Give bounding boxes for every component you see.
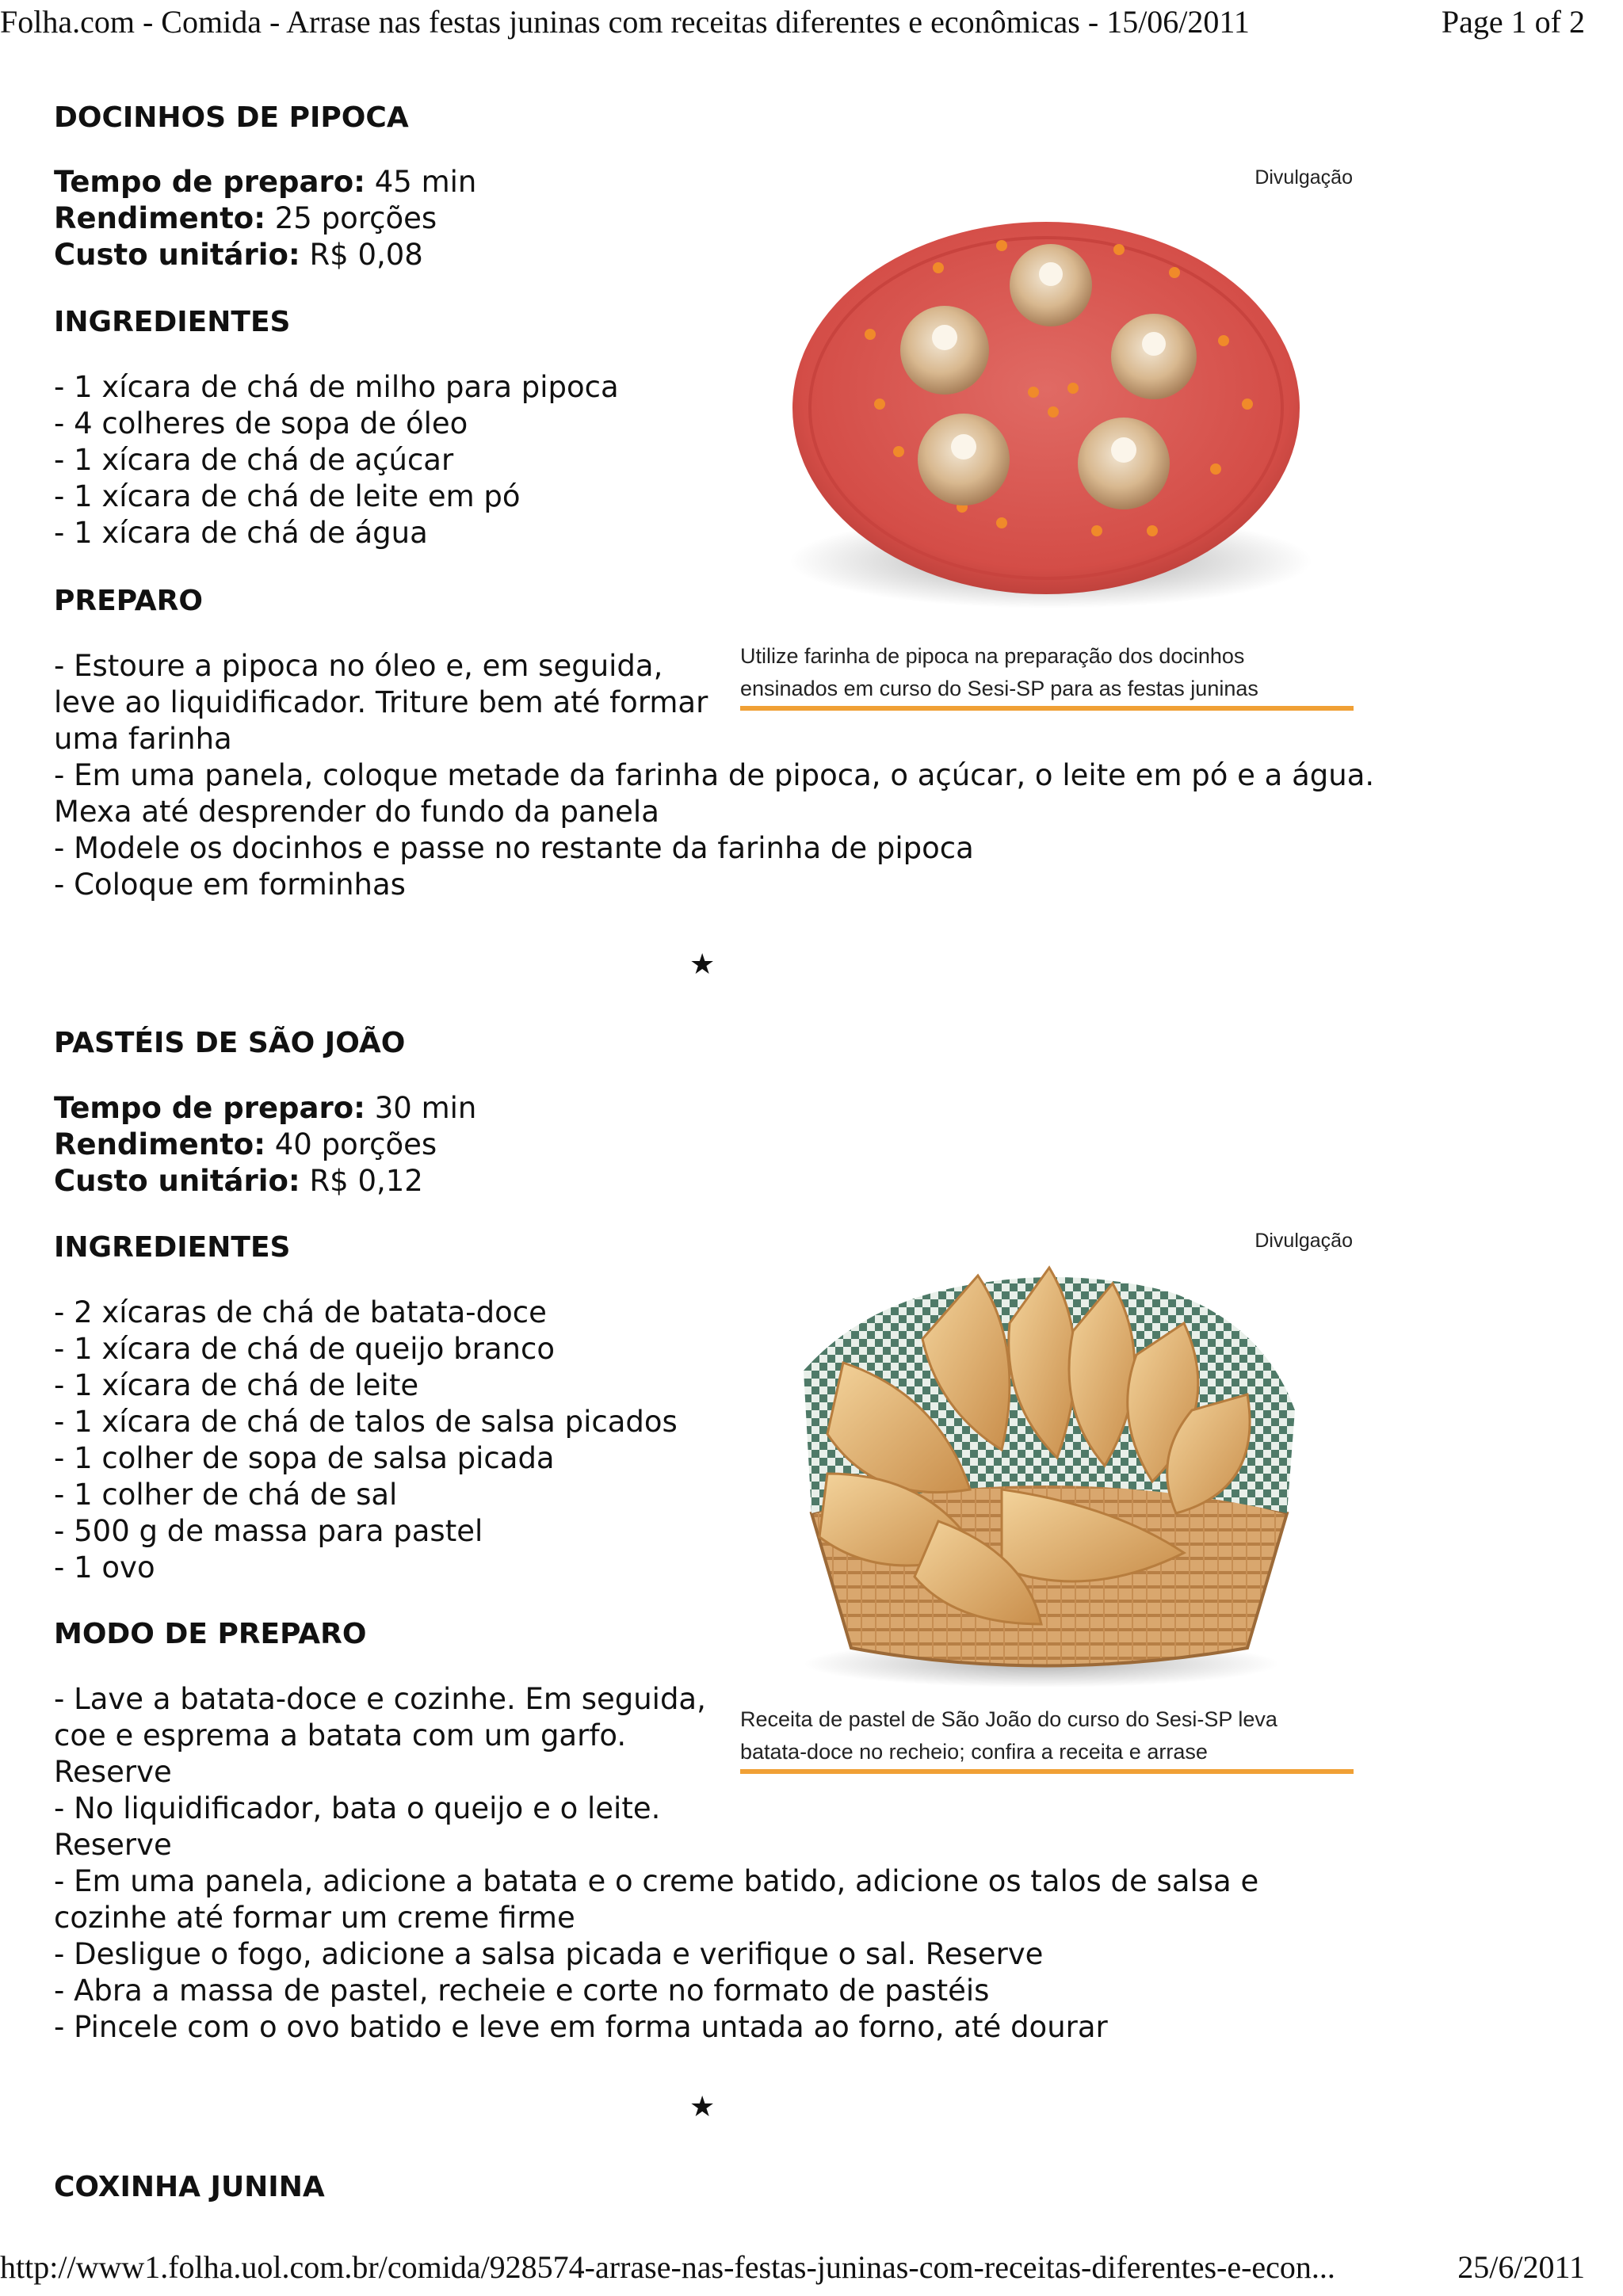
method-heading: PREPARO [54,585,203,617]
method-line: coe e esprema a batata com um garfo. [54,1718,627,1753]
star-icon: ★ [689,948,716,981]
photo-popcorn-sweets [740,190,1354,626]
plate-illustration [740,190,1354,626]
ingredient-item: - 1 xícara de chá de água [54,516,428,550]
recipe-title: PASTÉIS DE SÃO JOÃO [54,1027,406,1059]
ingredients-heading: INGREDIENTES [54,306,291,338]
recipe-title: DOCINHOS DE PIPOCA [54,101,409,134]
caption-divider [740,706,1354,711]
page-header-title: Folha.com - Comida - Arrase nas festas juninas com receitas diferentes e econômicas - 15/06/2011 [0,4,1250,40]
page-number: Page 1 of 2 [1441,4,1585,40]
meta-yield: Rendimento: 40 porções [54,1127,437,1161]
ingredient-item: - 1 xícara de chá de queijo branco [54,1332,555,1366]
method-line: - Desligue o fogo, adicione a salsa picada e verifique o sal. Reserve [54,1937,1044,1971]
recipe-title: COXINHA JUNINA [54,2171,325,2203]
photo-caption: Utilize farinha de pipoca na preparação dos docinhos ensinados em curso do Sesi-SP para as festas juninas [740,644,1258,700]
ingredient-item: - 1 colher de chá de sal [54,1478,398,1512]
method-line: - Coloque em forminhas [54,868,406,902]
method-line: - Modele os docinhos e passe no restante da farinha de pipoca [54,831,974,865]
page-footer-url: http://www1.folha.uol.com.br/comida/928574-arrase-nas-festas-juninas-com-receitas-diferentes-e-econ... [0,2249,1335,2285]
method-line: uma farinha [54,722,232,756]
method-line: - Lave a batata-doce e cozinhe. Em seguida, [54,1682,706,1716]
method-line: cozinhe até formar um creme firme [54,1901,575,1935]
photo-caption: Receita de pastel de São João do curso do Sesi-SP leva batata-doce no recheio; confira a receita e arrase [740,1707,1277,1764]
method-line: - Em uma panela, coloque metade da farinha de pipoca, o açúcar, o leite em pó e a água. [54,758,1375,792]
meta-unit-cost: Custo unitário: R$ 0,12 [54,1164,423,1198]
photo-pastries-basket [740,1252,1354,1695]
ingredient-item: - 1 xícara de chá de açúcar [54,443,454,477]
ingredients-heading: INGREDIENTES [54,1231,291,1264]
method-line: - Abra a massa de pastel, recheie e corte no formato de pastéis [54,1974,990,2008]
ingredient-item: - 1 xícara de chá de leite [54,1368,419,1402]
method-line: - Pincele com o ovo batido e leve em forma untada ao forno, até dourar [54,2010,1108,2044]
ingredient-item: - 1 xícara de chá de milho para pipoca [54,370,619,404]
method-heading: MODO DE PREPARO [54,1618,367,1650]
meta-yield: Rendimento: 25 porções [54,201,437,235]
ingredient-item: - 1 xícara de chá de talos de salsa picados [54,1405,678,1439]
star-icon: ★ [689,2091,716,2123]
method-line: leve ao liquidificador. Triture bem até formar [54,685,708,719]
method-line: Mexa até desprender do fundo da panela [54,795,659,829]
ingredient-item: - 4 colheres de sopa de óleo [54,406,468,441]
meta-unit-cost: Custo unitário: R$ 0,08 [54,238,423,272]
ingredient-item: - 1 colher de sopa de salsa picada [54,1441,555,1475]
method-line: Reserve [54,1755,172,1789]
ingredient-item: - 2 xícaras de chá de batata-doce [54,1295,547,1329]
ingredient-item: - 1 ovo [54,1550,155,1585]
meta-prep-time: Tempo de preparo: 30 min [54,1091,477,1125]
caption-divider [740,1769,1354,1774]
ingredient-item: - 500 g de massa para pastel [54,1514,483,1548]
photo-credit: Divulgação [1254,166,1353,189]
page-footer-date: 25/6/2011 [1457,2249,1585,2285]
meta-prep-time: Tempo de preparo: 45 min [54,165,477,199]
method-line: - Estoure a pipoca no óleo e, em seguida, [54,649,663,683]
basket-illustration [740,1252,1354,1695]
method-line: - Em uma panela, adicione a batata e o creme batido, adicione os talos de salsa e [54,1864,1259,1898]
ingredient-item: - 1 xícara de chá de leite em pó [54,479,521,513]
method-line: - No liquidificador, bata o queijo e o leite. [54,1791,661,1825]
photo-credit: Divulgação [1254,1230,1353,1252]
method-line: Reserve [54,1828,172,1862]
